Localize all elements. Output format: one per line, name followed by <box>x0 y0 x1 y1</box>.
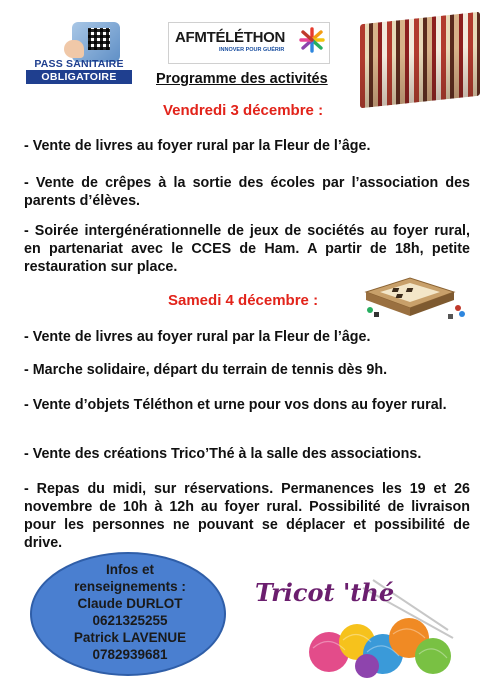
contact-name-2: Patrick LAVENUE <box>73 630 187 645</box>
contact-phone-1: 0621325255 <box>92 613 168 628</box>
programme-title: Programme des activités <box>156 71 328 87</box>
books-photo <box>360 12 480 109</box>
tricot-the-wordmark: Tricot 'thé <box>255 578 395 607</box>
saturday-item-tricothe-creations: - Vente des créations Trico’Thé à la salle des associations. <box>24 446 422 462</box>
friday-item-book-sale: - Vente de livres au foyer rural par la Fleur de l’âge. <box>24 138 371 154</box>
info-title-line2: renseignements : <box>74 579 186 594</box>
pass-sanitaire-logo <box>24 20 134 84</box>
telethon-sun-icon <box>299 27 325 53</box>
contact-phone-2: 0782939681 <box>92 647 168 662</box>
contact-name-1: Claude DURLOT <box>77 596 183 611</box>
tricot-the-logo <box>243 568 463 678</box>
pass-logo-line2: OBLIGATOIRE <box>26 70 132 84</box>
afm-logo-tagline: INNOVER POUR GUÉRIR <box>219 47 285 53</box>
saturday-item-walk: - Marche solidaire, départ du terrain de tennis dès 9h. <box>24 362 388 378</box>
friday-item-game-night: - Soirée intergénérationnelle de jeux de sociétés au foyer rural, en partenariat avec le CCES de Ham. A partir de 18h, petite restauration sur place. <box>24 223 470 275</box>
saturday-item-lunch: - Repas du midi, sur réservations. Permanences les 19 et 26 novembre de 10h à 12h au foyer rural. Possibilité de livraison pour les personnes ne pouvant se déplacer et possibilité de drive. <box>24 481 470 551</box>
info-contact-bubble <box>30 552 226 676</box>
saturday-item-telethon-objects: - Vente d’objets Téléthon et urne pour vos dons au foyer rural. <box>24 397 447 413</box>
saturday-heading: Samedi 4 décembre : <box>168 292 319 309</box>
afm-logo-name: AFMTÉLÉTHON <box>175 29 286 46</box>
qr-code-icon <box>88 28 110 50</box>
info-title-line1: Infos et <box>105 562 154 577</box>
friday-item-crepes: - Vente de crêpes à la sortie des écoles par l’association des parents d’élèves. <box>24 175 470 209</box>
friday-heading: Vendredi 3 décembre : <box>163 102 324 119</box>
board-games-photo <box>358 264 468 324</box>
afm-telethon-logo <box>168 22 330 64</box>
saturday-item-book-sale: - Vente de livres au foyer rural par la Fleur de l’âge. <box>24 329 371 345</box>
hand-icon <box>64 40 84 58</box>
pass-logo-line1: PASS SANITAIRE <box>34 58 124 70</box>
